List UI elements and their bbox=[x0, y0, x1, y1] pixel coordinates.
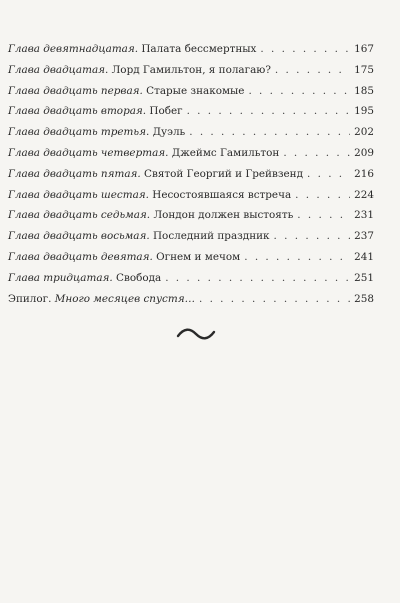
page-number: 216 bbox=[354, 167, 374, 180]
page-number: 195 bbox=[354, 105, 374, 118]
page-number: 167 bbox=[354, 43, 374, 55]
chapter-title: Святой Георгий и Грейвзенд bbox=[144, 167, 303, 180]
chapter-title: Несостоявшаяся встреча bbox=[152, 188, 292, 201]
chapter-prefix: Глава двадцать седьмая. bbox=[8, 209, 151, 222]
page-number: 224 bbox=[354, 188, 374, 201]
chapter-title: Палата бессмертных bbox=[141, 43, 257, 55]
page-number: 258 bbox=[354, 292, 374, 305]
dot-leader bbox=[187, 101, 350, 122]
page-number: 237 bbox=[354, 230, 374, 243]
dot-leader bbox=[295, 185, 350, 206]
chapter-title: Свобода bbox=[116, 271, 162, 284]
dot-leader bbox=[260, 39, 350, 60]
chapter-title: Старые знакомые bbox=[146, 84, 245, 97]
chapter-title: Много месяцев спустя… bbox=[54, 292, 195, 305]
toc-entry-22 bbox=[8, 101, 374, 122]
chapter-prefix: Глава двадцать вторая. bbox=[8, 105, 147, 118]
chapter-prefix: Глава двадцать восьмая. bbox=[8, 230, 150, 243]
dot-leader bbox=[307, 164, 350, 185]
toc-entry-epilogue bbox=[8, 289, 374, 310]
chapter-title: Дуэль bbox=[152, 126, 186, 139]
toc-entry-26 bbox=[8, 185, 374, 206]
dot-leader bbox=[199, 289, 350, 310]
page-number: 202 bbox=[354, 126, 374, 139]
page-number: 209 bbox=[354, 146, 374, 159]
dot-leader bbox=[248, 81, 350, 102]
dot-leader bbox=[283, 143, 350, 164]
chapter-title: Джеймс Гамильтон bbox=[171, 146, 280, 159]
tilde-ornament-icon bbox=[176, 326, 216, 342]
chapter-prefix: Глава двадцать девятая. bbox=[8, 250, 153, 263]
chapter-title: Огнем и мечом bbox=[156, 250, 241, 263]
dot-leader bbox=[274, 226, 350, 247]
page-number: 185 bbox=[354, 84, 374, 97]
dot-leader bbox=[244, 247, 350, 268]
toc-entry-29 bbox=[8, 247, 374, 268]
page-number: 251 bbox=[354, 271, 374, 284]
dot-leader bbox=[165, 268, 350, 289]
chapter-prefix: Эпилог. bbox=[8, 292, 52, 305]
chapter-prefix: Глава двадцать третья. bbox=[8, 126, 150, 139]
toc-entry-25 bbox=[8, 164, 374, 185]
toc-entry-20 bbox=[8, 60, 374, 81]
chapter-title: Лорд Гамильтон, я полагаю? bbox=[111, 63, 271, 76]
chapter-prefix: Глава двадцать шестая. bbox=[8, 188, 149, 201]
dot-leader bbox=[275, 60, 350, 81]
toc-entry-19 bbox=[8, 39, 374, 60]
table-of-contents bbox=[8, 39, 374, 309]
chapter-prefix: Глава тридцатая. bbox=[8, 271, 113, 284]
chapter-prefix: Глава двадцать четвертая. bbox=[8, 146, 169, 159]
page-number: 241 bbox=[354, 250, 374, 263]
toc-entry-28 bbox=[8, 226, 374, 247]
chapter-prefix: Глава девятнадцатая. bbox=[8, 43, 139, 55]
chapter-prefix: Глава двадцать пятая. bbox=[8, 167, 141, 180]
toc-entry-24 bbox=[8, 143, 374, 164]
dot-leader bbox=[189, 122, 350, 143]
chapter-prefix: Глава двадцатая. bbox=[8, 63, 109, 76]
chapter-title: Лондон должен выстоять bbox=[153, 209, 294, 222]
chapter-title: Побег bbox=[149, 105, 183, 118]
toc-entry-23 bbox=[8, 122, 374, 143]
chapter-prefix: Глава двадцать первая. bbox=[8, 84, 143, 97]
toc-entry-21 bbox=[8, 81, 374, 102]
page-number: 231 bbox=[354, 209, 374, 222]
page-number: 175 bbox=[354, 63, 374, 76]
dot-leader bbox=[297, 205, 350, 226]
toc-entry-27 bbox=[8, 205, 374, 226]
toc-entry-30 bbox=[8, 268, 374, 289]
chapter-title: Последний праздник bbox=[153, 230, 270, 243]
